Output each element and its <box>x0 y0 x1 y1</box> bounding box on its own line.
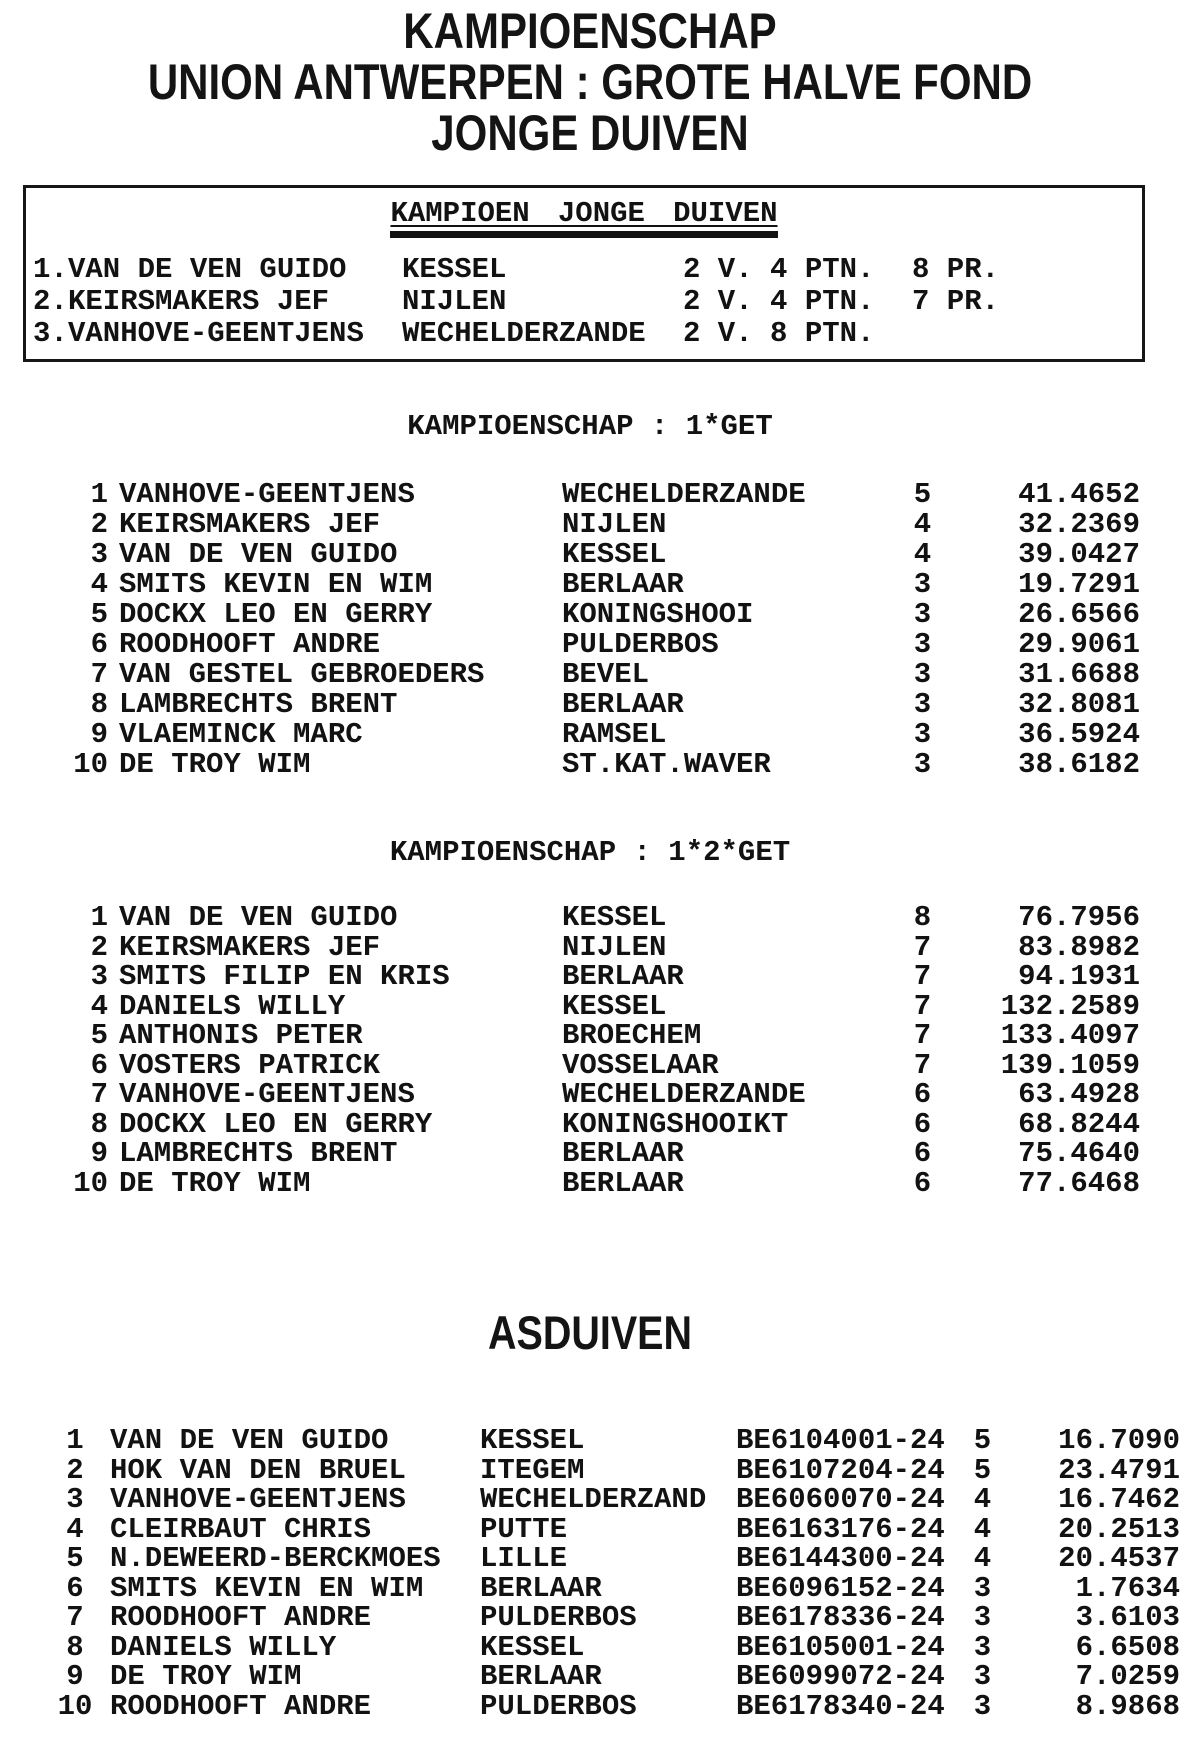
row-rank: 2 <box>90 508 108 541</box>
table-row <box>40 1166 1140 1200</box>
row-rank: 5 <box>90 598 108 631</box>
title-line-1: KAMPIOENSCHAP <box>403 3 777 59</box>
victories-points: 2 V. 4 PTN. <box>683 285 875 318</box>
coefficient: 32.8081 <box>1018 688 1140 721</box>
fancier-town: BERLAAR <box>562 960 684 993</box>
fancier-name: SMITS KEVIN EN WIM <box>119 568 433 601</box>
row-rank: 6 <box>90 1048 108 1082</box>
table-row <box>55 1485 1180 1515</box>
row-rank: 6 <box>66 1571 84 1605</box>
table-row <box>40 750 1140 780</box>
champion-row <box>33 286 1140 318</box>
fancier-name: VANHOVE-GEENTJENS <box>119 478 415 511</box>
table-row <box>40 962 1140 992</box>
ring-number: BE6060070-24 <box>736 1483 945 1516</box>
fancier-name: DE TROY WIM <box>110 1660 302 1693</box>
fancier-name: LAMBRECHTS BRENT <box>119 1137 398 1170</box>
coefficient: 76.7956 <box>1018 901 1140 934</box>
fancier-town: ST.KAT.WAVER <box>562 748 771 781</box>
asduiven-heading: ASDUIVEN <box>487 1306 693 1359</box>
coefficient: 94.1931 <box>1018 960 1140 993</box>
fancier-town: BERLAAR <box>562 688 684 721</box>
prize-count: 3 <box>973 1630 992 1664</box>
table-row <box>40 1021 1140 1051</box>
coefficient: 20.2513 <box>1058 1512 1180 1546</box>
coefficient: 63.4928 <box>1018 1078 1140 1111</box>
coefficient: 83.8982 <box>1018 930 1140 964</box>
prize-count: 6 <box>913 1078 932 1111</box>
fancier-name: VANHOVE-GEENTJENS <box>110 1483 406 1516</box>
prize-count: 7 <box>913 1048 932 1082</box>
fancier-town: NIJLEN <box>402 285 507 318</box>
champion-rank: 1. <box>33 253 68 286</box>
fancier-name: SMITS KEVIN EN WIM <box>110 1571 424 1605</box>
coefficient: 20.4537 <box>1058 1542 1180 1575</box>
fancier-name: ROODHOOFT ANDRE <box>110 1689 372 1723</box>
fancier-name: ROODHOOFT ANDRE <box>119 628 381 661</box>
prize-count: 7 <box>913 989 932 1023</box>
fancier-town: BERLAAR <box>562 1137 684 1170</box>
row-rank: 8 <box>90 1107 108 1141</box>
fancier-name: ANTHONIS PETER <box>119 1019 363 1052</box>
fancier-name: DOCKX LEO EN GERRY <box>119 598 433 631</box>
fancier-town: WECHELDERZANDE <box>402 317 646 350</box>
table-row <box>40 690 1140 720</box>
table-row <box>40 510 1140 540</box>
table-1-2get <box>40 903 1140 1198</box>
fancier-name: VAN DE VEN GUIDO <box>110 1424 389 1457</box>
champion-row <box>33 254 1140 286</box>
fancier-town: WECHELDERZAND <box>480 1483 707 1516</box>
fancier-name: VOSTERS PATRICK <box>119 1048 381 1082</box>
ring-number: BE6163176-24 <box>736 1512 945 1546</box>
table-row <box>40 720 1140 750</box>
ring-number: BE6107204-24 <box>736 1453 945 1487</box>
fancier-town: KESSEL <box>480 1424 585 1457</box>
table-row <box>40 1048 1140 1082</box>
prize-count: 5 <box>973 1453 992 1487</box>
fancier-town: VOSSELAAR <box>562 1048 719 1082</box>
row-rank: 9 <box>66 1660 84 1693</box>
prize-count: 4 <box>913 538 932 571</box>
fancier-town: LILLE <box>480 1542 568 1575</box>
prize-count: 7 <box>913 1019 932 1052</box>
table-row <box>40 660 1140 690</box>
prize-count: 4 <box>973 1542 992 1575</box>
fancier-town: KESSEL <box>402 253 507 286</box>
coefficient: 36.5924 <box>1018 718 1140 751</box>
table-row <box>55 1630 1180 1664</box>
row-rank: 4 <box>90 989 108 1023</box>
table-row <box>55 1544 1180 1574</box>
prize-count: 5 <box>913 478 932 511</box>
coefficient: 26.6566 <box>1018 598 1140 631</box>
table-row <box>40 930 1140 964</box>
coefficient: 32.2369 <box>1018 508 1140 541</box>
fancier-town: NIJLEN <box>562 930 667 964</box>
fancier-town: KONINGSHOOI <box>562 598 754 631</box>
prize-count: 5 <box>973 1424 992 1457</box>
ring-number: BE6144300-24 <box>736 1542 945 1575</box>
coefficient: 6.6508 <box>1075 1630 1180 1664</box>
coefficient: 16.7462 <box>1058 1483 1180 1516</box>
prize-count: 4 <box>913 508 932 541</box>
row-rank: 3 <box>66 1483 84 1516</box>
table-row <box>40 1139 1140 1169</box>
fancier-town: RAMSEL <box>562 718 667 751</box>
fancier-name: CLEIRBAUT CHRIS <box>110 1512 372 1546</box>
section-heading-1get: KAMPIOENSCHAP : 1*GET <box>407 410 773 443</box>
coefficient: 41.4652 <box>1018 478 1140 511</box>
coefficient: 38.6182 <box>1018 748 1140 781</box>
fancier-town: BERLAAR <box>562 568 684 601</box>
fancier-town: NIJLEN <box>562 508 667 541</box>
title-line-3: JONGE DUIVEN <box>431 105 749 161</box>
fancier-town: PULDERBOS <box>480 1601 637 1634</box>
fancier-town: BERLAAR <box>480 1660 602 1693</box>
fancier-town: BEVEL <box>562 658 650 691</box>
ring-number: BE6099072-24 <box>736 1660 945 1693</box>
coefficient: 68.8244 <box>1018 1107 1140 1141</box>
prize-count: 3 <box>913 688 932 721</box>
coefficient: 29.9061 <box>1018 628 1140 661</box>
fancier-name: VANHOVE-GEENTJENS <box>119 1078 415 1111</box>
fancier-name: DE TROY WIM <box>119 1166 311 1200</box>
row-rank: 8 <box>90 688 108 721</box>
table-row <box>55 1662 1180 1692</box>
fancier-town: KESSEL <box>562 989 667 1023</box>
coefficient: 8.9868 <box>1075 1689 1180 1723</box>
fancier-name: KEIRSMAKERS JEF <box>68 285 330 318</box>
champion-box-heading: KAMPIOEN JONGE DUIVEN <box>390 197 777 238</box>
fancier-town: PUTTE <box>480 1512 568 1546</box>
fancier-name: KEIRSMAKERS JEF <box>119 930 381 964</box>
row-rank: 4 <box>90 568 108 601</box>
table-row <box>40 540 1140 570</box>
champion-rank: 2. <box>33 285 68 318</box>
table-row <box>40 989 1140 1023</box>
row-rank: 2 <box>66 1453 84 1487</box>
fancier-town: KESSEL <box>562 538 667 571</box>
ring-number: BE6104001-24 <box>736 1424 945 1457</box>
prize-count: 3 <box>973 1660 992 1693</box>
fancier-town: KONINGSHOOIKT <box>562 1107 789 1141</box>
title-line-2: UNION ANTWERPEN : GROTE HALVE FOND <box>147 54 1033 110</box>
fancier-name: DE TROY WIM <box>119 748 311 781</box>
fancier-town: PULDERBOS <box>480 1689 637 1723</box>
champion-list <box>33 254 1140 350</box>
fancier-name: VLAEMINCK MARC <box>119 718 363 751</box>
prize-count: 3 <box>913 568 932 601</box>
row-rank: 4 <box>66 1512 84 1546</box>
ring-number: BE6178336-24 <box>736 1601 945 1634</box>
coefficient: 23.4791 <box>1058 1453 1180 1487</box>
fancier-town: BERLAAR <box>480 1571 602 1605</box>
row-rank: 3 <box>90 538 108 571</box>
victories-points: 2 V. 4 PTN. <box>683 253 875 286</box>
table-asduiven <box>55 1426 1180 1721</box>
coefficient: 7.0259 <box>1075 1660 1180 1693</box>
ring-number: BE6105001-24 <box>736 1630 945 1664</box>
fancier-town: BERLAAR <box>562 1166 684 1200</box>
row-rank: 1 <box>66 1424 84 1457</box>
row-rank: 7 <box>90 1078 108 1111</box>
prize-count: 3 <box>913 658 932 691</box>
row-rank: 10 <box>73 1166 108 1200</box>
fancier-town: KESSEL <box>562 901 667 934</box>
row-rank: 9 <box>90 718 108 751</box>
fancier-town: ITEGEM <box>480 1453 585 1487</box>
fancier-name: HOK VAN DEN BRUEL <box>110 1453 406 1487</box>
fancier-town: PULDERBOS <box>562 628 719 661</box>
fancier-name: VAN DE VEN GUIDO <box>68 253 347 286</box>
prize-count: 6 <box>913 1166 932 1200</box>
prize-count: 3 <box>973 1601 992 1634</box>
prize-count: 8 <box>913 901 932 934</box>
fancier-name: DOCKX LEO EN GERRY <box>119 1107 433 1141</box>
coefficient: 1.7634 <box>1075 1571 1180 1605</box>
table-row <box>55 1453 1180 1487</box>
prize-count: 3 <box>973 1689 992 1723</box>
prize-count: 7 <box>913 960 932 993</box>
prize-count: 4 <box>973 1512 992 1546</box>
prize-count: 3 <box>913 748 932 781</box>
prize-count: 7 <box>913 930 932 964</box>
prize-count: 3 <box>913 718 932 751</box>
table-row <box>55 1603 1180 1633</box>
prizes: 7 PR. <box>912 285 1000 318</box>
row-rank: 10 <box>73 748 108 781</box>
fancier-town: KESSEL <box>480 1630 585 1664</box>
prize-count: 6 <box>913 1107 932 1141</box>
prize-count: 3 <box>973 1571 992 1605</box>
table-1get <box>40 480 1140 780</box>
fancier-name: VAN DE VEN GUIDO <box>119 901 398 934</box>
row-rank: 9 <box>90 1137 108 1170</box>
section-heading-1-2get: KAMPIOENSCHAP : 1*2*GET <box>389 836 791 869</box>
prizes <box>912 318 1140 350</box>
coefficient: 132.2589 <box>1000 989 1140 1023</box>
fancier-name: DANIELS WILLY <box>110 1630 337 1664</box>
table-row <box>40 1080 1140 1110</box>
row-rank: 1 <box>90 478 108 511</box>
table-row <box>40 480 1140 510</box>
champion-box-heading-wrap <box>26 197 1142 231</box>
row-rank: 10 <box>57 1689 93 1723</box>
ring-number: BE6178340-24 <box>736 1689 945 1723</box>
row-rank: 5 <box>66 1542 84 1575</box>
fancier-name: ROODHOOFT ANDRE <box>110 1601 372 1634</box>
prize-count: 4 <box>973 1483 992 1516</box>
table-row <box>40 630 1140 660</box>
coefficient: 3.6103 <box>1075 1601 1180 1634</box>
row-rank: 2 <box>90 930 108 964</box>
table-row <box>40 1107 1140 1141</box>
coefficient: 31.6688 <box>1018 658 1140 691</box>
coefficient: 19.7291 <box>1018 568 1140 601</box>
prize-count: 3 <box>913 598 932 631</box>
row-rank: 6 <box>90 628 108 661</box>
row-rank: 7 <box>66 1601 84 1634</box>
prize-count: 6 <box>913 1137 932 1170</box>
fancier-name: VAN GESTEL GEBROEDERS <box>119 658 485 691</box>
row-rank: 3 <box>90 960 108 993</box>
fancier-name: VAN DE VEN GUIDO <box>119 538 398 571</box>
fancier-name: SMITS FILIP EN KRIS <box>119 960 450 993</box>
coefficient: 133.4097 <box>1000 1019 1140 1052</box>
table-row <box>55 1426 1180 1456</box>
document-title <box>0 3 1180 161</box>
champion-row <box>33 318 1140 350</box>
table-row <box>40 903 1140 933</box>
row-rank: 8 <box>66 1630 84 1664</box>
table-row <box>55 1571 1180 1605</box>
prize-count: 3 <box>913 628 932 661</box>
coefficient: 75.4640 <box>1018 1137 1140 1170</box>
fancier-name: KEIRSMAKERS JEF <box>119 508 381 541</box>
table-row <box>55 1512 1180 1546</box>
coefficient: 16.7090 <box>1058 1424 1180 1457</box>
table-row <box>55 1689 1180 1723</box>
coefficient: 139.1059 <box>1000 1048 1140 1082</box>
table-row <box>40 600 1140 630</box>
fancier-town: WECHELDERZANDE <box>562 1078 806 1111</box>
champion-box <box>23 185 1145 362</box>
fancier-town: BROECHEM <box>562 1019 702 1052</box>
row-rank: 1 <box>90 901 108 934</box>
prizes: 8 PR. <box>912 253 1000 286</box>
row-rank: 7 <box>90 658 108 691</box>
fancier-name: VANHOVE-GEENTJENS <box>68 317 364 350</box>
fancier-name: LAMBRECHTS BRENT <box>119 688 398 721</box>
row-rank: 5 <box>90 1019 108 1052</box>
coefficient: 39.0427 <box>1018 538 1140 571</box>
fancier-name: N.DEWEERD-BERCKMOES <box>110 1542 441 1575</box>
fancier-town: WECHELDERZANDE <box>562 478 806 511</box>
coefficient: 77.6468 <box>1018 1166 1140 1200</box>
table-row <box>40 570 1140 600</box>
champion-rank: 3. <box>33 317 68 350</box>
ring-number: BE6096152-24 <box>736 1571 945 1605</box>
victories-points: 2 V. 8 PTN. <box>683 317 875 350</box>
fancier-name: DANIELS WILLY <box>119 989 346 1023</box>
